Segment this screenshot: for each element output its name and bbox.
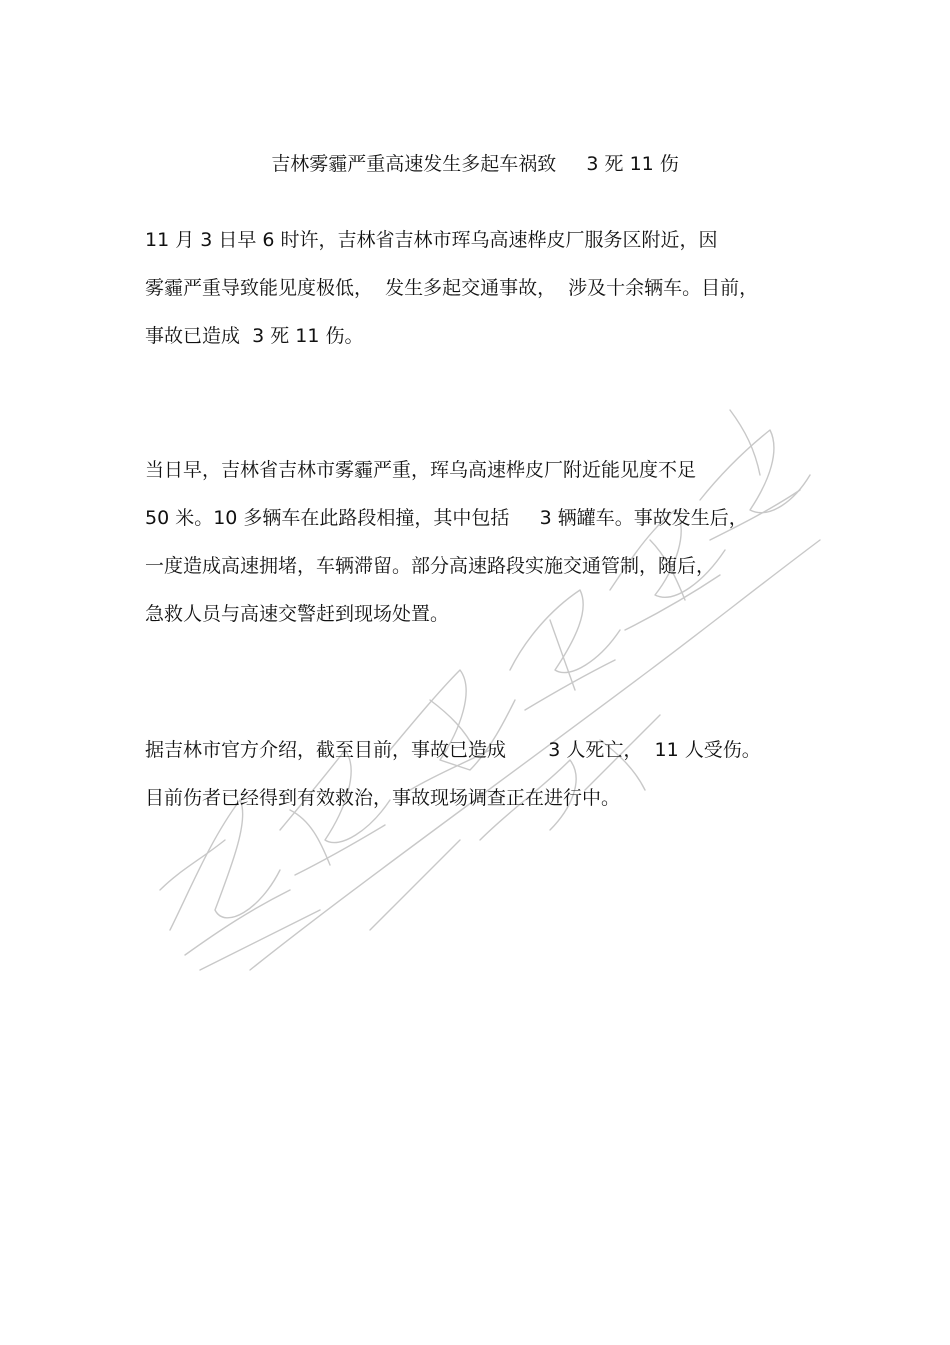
- paragraph-line: 当日早，吉林省吉林市雾霾严重，珲乌高速桦皮厂附近能见度不足: [145, 459, 697, 481]
- paragraph-2: [145, 456, 825, 648]
- paragraph-line: 雾霾严重导致能见度极低， 发生多起交通事故， 涉及十余辆车。目前，: [145, 277, 759, 299]
- paragraph-1: [145, 226, 825, 370]
- document-title: 吉林雾霾严重高速发生多起车祸致 3 死 11 伤: [271, 153, 679, 175]
- paragraph-line: 一度造成高速拥堵，车辆滞留。部分高速路段实施交通管制，随后，: [145, 555, 716, 577]
- paragraph-line: 11 月 3 日早 6 时许，吉林省吉林市珲乌高速桦皮厂服务区附近，因: [145, 229, 718, 251]
- paragraph-line: 据吉林市官方介绍，截至目前，事故已造成 3 人死亡， 11 人受伤。: [145, 739, 761, 761]
- paragraph-line: 目前伤者已经得到有效救治，事故现场调查正在进行中。: [145, 787, 621, 809]
- paragraph-line: 事故已造成 3 死 11 伤。: [145, 325, 364, 347]
- paragraph-line: 急救人员与高速交警赶到现场处置。: [145, 603, 450, 625]
- paragraph-line: 50 米。10 多辆车在此路段相撞，其中包括 3 辆罐车。事故发生后，: [145, 507, 748, 529]
- paragraph-3: [145, 736, 825, 832]
